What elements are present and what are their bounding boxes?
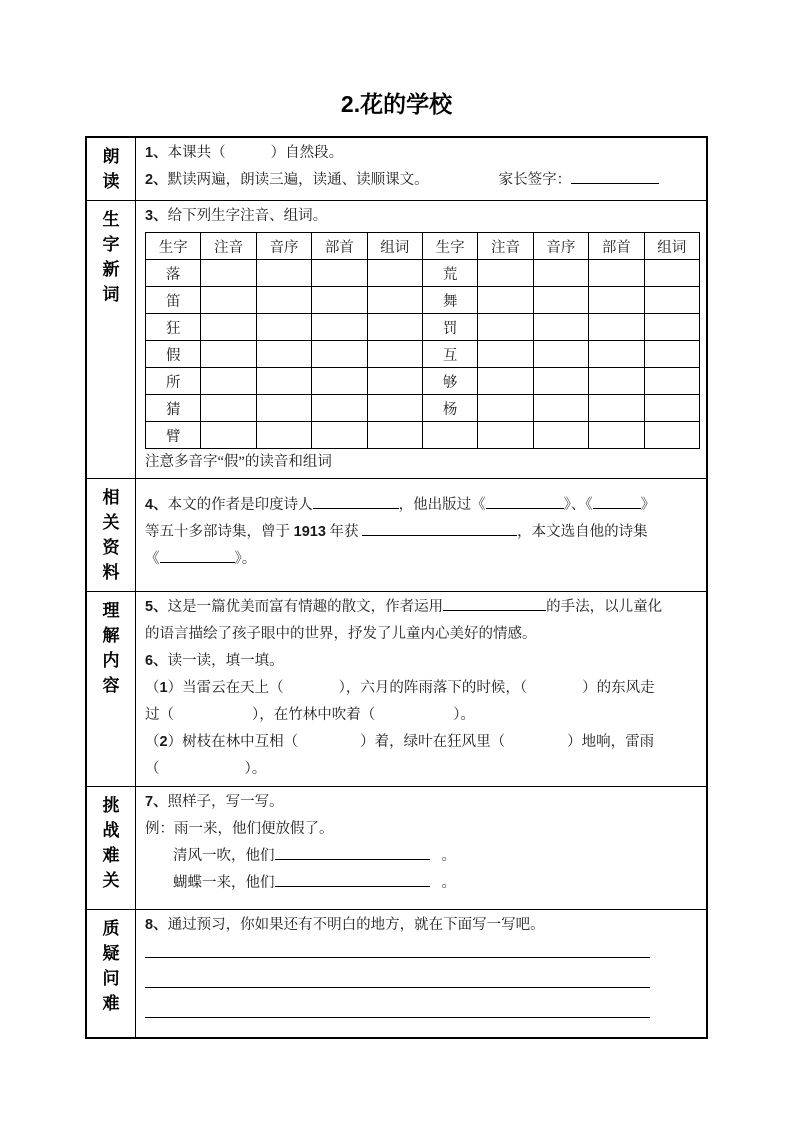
grid-empty-cell <box>201 422 256 449</box>
text-line <box>145 140 700 167</box>
text-segment: 通过预习，你如果还有不明白的地方，就在下面写一写吧。 <box>167 917 545 933</box>
text-line <box>145 167 700 194</box>
number-text: 1913 <box>293 524 326 540</box>
label-char: 难 <box>102 846 120 865</box>
fill-in-blank <box>593 493 641 509</box>
section-content-new-words <box>136 201 708 479</box>
text-segment: 本课共（ <box>167 145 226 161</box>
section-row-comprehension <box>86 592 707 787</box>
text-segment: ）树枝在林中互相（ <box>167 734 299 750</box>
text-segment: 清风一吹，他们 <box>173 848 275 864</box>
text-segment: （ <box>145 761 160 777</box>
text-segment: 这是一篇优美而富有情趣的散文，作者运用 <box>167 599 444 615</box>
section-label-comprehension <box>86 592 136 787</box>
fill-in-blank <box>571 168 659 184</box>
text-segment: 的手法，以儿童化 <box>546 599 663 615</box>
grid-row <box>146 260 700 287</box>
answer-space <box>174 718 252 719</box>
text-segment: 读一读，填一填。 <box>167 653 284 669</box>
label-char: 新 <box>102 260 120 279</box>
grid-header-cell: 生字 <box>422 233 477 260</box>
section-row-questions <box>86 910 707 1039</box>
fill-in-blank <box>160 547 235 563</box>
answer-space <box>284 691 339 692</box>
section-content-questions <box>136 910 708 1039</box>
text-line <box>145 843 700 870</box>
text-segment: ），在竹林中吹着（ <box>252 707 376 723</box>
grid-row <box>146 341 700 368</box>
text-line <box>145 816 700 843</box>
grid-empty-cell <box>533 341 588 368</box>
fill-in-blank <box>486 493 564 509</box>
grid-row <box>146 422 700 449</box>
text-segment: ，他出版过《 <box>398 497 486 513</box>
label-char: 朗 <box>102 147 120 166</box>
text-segment: 》。 <box>234 551 257 567</box>
text-block <box>145 140 700 194</box>
page-title: 2.花的学校 <box>340 91 453 117</box>
grid-empty-cell <box>478 341 533 368</box>
grid-empty-cell <box>589 314 644 341</box>
section-content-comprehension <box>136 592 708 787</box>
label-char: 质 <box>102 919 120 938</box>
grid-empty-cell <box>478 395 533 422</box>
grid-row <box>146 314 700 341</box>
character-grid <box>145 232 700 449</box>
grid-empty-cell <box>478 260 533 287</box>
section-label-new-words <box>86 201 136 479</box>
grid-empty-cell <box>201 287 256 314</box>
grid-row <box>146 368 700 395</box>
label-char: 生 <box>102 210 120 229</box>
number-text: 6、 <box>145 653 168 669</box>
text-segment: 。 <box>441 848 456 864</box>
worksheet-table <box>85 136 708 1039</box>
text-line <box>145 912 700 939</box>
section-label-challenge <box>86 787 136 910</box>
text-block <box>145 912 700 939</box>
grid-empty-cell <box>589 341 644 368</box>
grid-empty-cell <box>478 422 533 449</box>
label-char: 容 <box>102 676 120 695</box>
grid-char-cell: 罚 <box>422 314 477 341</box>
fill-in-blank <box>275 871 430 887</box>
label-char: 相 <box>102 488 120 507</box>
grid-header-cell: 组词 <box>367 233 422 260</box>
text-segment: ）地响，雷雨 <box>567 734 655 750</box>
label-char: 内 <box>102 651 120 670</box>
grid-header-cell: 音序 <box>533 233 588 260</box>
grid-empty-cell <box>367 422 422 449</box>
text-segment: 本文的作者是印度诗人 <box>167 497 313 513</box>
text-line <box>145 756 700 783</box>
number-text: 2 <box>159 734 168 750</box>
text-block <box>145 789 700 897</box>
grid-empty-cell <box>589 287 644 314</box>
grid-char-cell: 互 <box>422 341 477 368</box>
grid-empty-cell <box>256 422 311 449</box>
text-line <box>145 939 700 969</box>
fill-in-blank <box>145 972 650 988</box>
grid-char-cell: 落 <box>146 260 201 287</box>
label-char: 字 <box>102 235 120 254</box>
text-line <box>145 546 700 573</box>
grid-empty-cell <box>589 395 644 422</box>
grid-header-cell: 注音 <box>478 233 533 260</box>
grid-empty-cell <box>367 260 422 287</box>
text-segment: 蝴蝶一来，他们 <box>173 875 275 891</box>
text-line <box>145 648 700 675</box>
grid-empty-cell <box>201 368 256 395</box>
grid-header-cell: 组词 <box>644 233 699 260</box>
label-char: 关 <box>102 513 120 532</box>
label-char: 词 <box>102 285 120 304</box>
grid-empty-cell <box>256 395 311 422</box>
grid-char-cell: 臂 <box>146 422 201 449</box>
label-char: 难 <box>102 994 120 1013</box>
text-segment: 《 <box>145 551 160 567</box>
grid-header-cell: 部首 <box>589 233 644 260</box>
grid-empty-cell <box>312 368 367 395</box>
grid-char-cell: 杨 <box>422 395 477 422</box>
text-line <box>145 203 700 230</box>
number-text: 4、 <box>145 497 168 513</box>
text-segment: 默读两遍，朗读三遍，读通、读顺课文。 <box>167 172 429 188</box>
section-row-new-words <box>86 201 707 479</box>
fill-in-blank <box>275 844 430 860</box>
text-segment: （ <box>145 734 160 750</box>
label-char: 关 <box>102 871 120 890</box>
answer-space <box>145 859 173 860</box>
grid-empty-cell <box>367 287 422 314</box>
answer-space <box>298 745 360 746</box>
answer-space <box>160 772 245 773</box>
text-segment: （ <box>145 680 160 696</box>
grid-char-cell: 荒 <box>422 260 477 287</box>
fill-in-blank <box>443 595 546 611</box>
section-content-reference <box>136 479 708 592</box>
grid-empty-cell <box>256 341 311 368</box>
grid-empty-cell <box>367 368 422 395</box>
text-line <box>145 675 700 702</box>
grid-char-cell: 够 <box>422 368 477 395</box>
text-line <box>145 999 700 1029</box>
text-segment: ）当雷云在天上（ <box>167 680 284 696</box>
section-content-read-aloud <box>136 137 708 201</box>
text-segment: 例：雨一来，他们便放假了。 <box>145 821 334 837</box>
grid-empty-cell <box>644 287 699 314</box>
text-segment: 。 <box>441 875 456 891</box>
grid-empty-cell <box>533 422 588 449</box>
text-line <box>145 702 700 729</box>
fill-in-blank <box>145 942 650 958</box>
text-line <box>145 519 700 546</box>
label-char: 挑 <box>102 796 120 815</box>
number-text: 1 <box>159 680 168 696</box>
text-segment: 的语言描绘了孩子眼中的世界，抒发了儿童内心美好的情感。 <box>145 626 537 642</box>
fill-in-blank <box>145 1002 650 1018</box>
text-block <box>145 450 700 475</box>
grid-empty-cell <box>367 395 422 422</box>
grid-header-row <box>146 233 700 260</box>
grid-empty-cell <box>422 422 477 449</box>
grid-empty-cell <box>367 314 422 341</box>
text-segment: ）着，绿叶在狂风里（ <box>360 734 506 750</box>
grid-row <box>146 287 700 314</box>
text-line <box>145 450 700 475</box>
grid-empty-cell <box>533 368 588 395</box>
section-row-reference <box>86 479 707 592</box>
grid-empty-cell <box>256 287 311 314</box>
text-segment: ）。 <box>244 761 267 777</box>
number-text: 1、 <box>145 145 168 161</box>
grid-empty-cell <box>201 341 256 368</box>
text-segment: 给下列生字注音、组词。 <box>167 208 328 224</box>
text-segment: ），六月的阵雨落下的时候，（ <box>338 680 528 696</box>
grid-char-cell: 笛 <box>146 287 201 314</box>
text-block <box>145 492 700 573</box>
text-segment: ）自然段。 <box>270 145 344 161</box>
text-segment: 》、《 <box>563 497 593 513</box>
grid-char-cell: 所 <box>146 368 201 395</box>
answer-space <box>527 691 582 692</box>
text-line <box>145 729 700 756</box>
grid-empty-cell <box>312 287 367 314</box>
text-segment: 照样子，写一写。 <box>167 794 284 810</box>
grid-empty-cell <box>644 314 699 341</box>
grid-empty-cell <box>312 314 367 341</box>
text-line <box>145 870 700 897</box>
number-text: 2、 <box>145 172 168 188</box>
grid-empty-cell <box>256 368 311 395</box>
text-segment: 注意多音字“假”的读音和组词 <box>145 454 332 470</box>
grid-char-cell: 狂 <box>146 314 201 341</box>
fill-in-blank <box>313 493 399 509</box>
text-block <box>145 203 700 230</box>
grid-empty-cell <box>256 260 311 287</box>
grid-empty-cell <box>256 314 311 341</box>
number-text: 3、 <box>145 208 168 224</box>
fill-in-blank <box>362 520 517 536</box>
text-segment: 过（ <box>145 707 174 723</box>
worksheet-body <box>86 137 707 1038</box>
text-segment: 等五十多部诗集，曾于 <box>145 524 294 540</box>
grid-empty-cell <box>312 341 367 368</box>
text-block <box>145 939 700 1029</box>
number-text: 5、 <box>145 599 168 615</box>
text-line <box>145 969 700 999</box>
answer-space <box>505 745 567 746</box>
grid-char-cell: 猜 <box>146 395 201 422</box>
label-char: 料 <box>102 563 120 582</box>
number-text: 8、 <box>145 917 168 933</box>
section-row-challenge <box>86 787 707 910</box>
section-label-read-aloud <box>86 137 136 201</box>
label-char: 疑 <box>102 944 120 963</box>
label-char: 资 <box>102 538 120 557</box>
grid-empty-cell <box>312 260 367 287</box>
grid-header-cell: 注音 <box>201 233 256 260</box>
grid-empty-cell <box>644 422 699 449</box>
text-segment: ，本文选自他的诗集 <box>517 524 648 540</box>
answer-space <box>429 183 499 184</box>
grid-empty-cell <box>312 422 367 449</box>
label-char: 战 <box>102 821 120 840</box>
text-line <box>145 621 700 648</box>
grid-empty-cell <box>589 422 644 449</box>
grid-header-cell: 部首 <box>312 233 367 260</box>
text-segment: 》 <box>640 497 656 513</box>
answer-space <box>430 859 442 860</box>
grid-empty-cell <box>478 368 533 395</box>
answer-space <box>430 886 442 887</box>
text-segment: ）的东风走 <box>582 680 655 696</box>
section-content-challenge <box>136 787 708 910</box>
label-char: 解 <box>102 626 120 645</box>
grid-empty-cell <box>478 287 533 314</box>
grid-char-cell: 假 <box>146 341 201 368</box>
grid-empty-cell <box>201 314 256 341</box>
text-segment: ）。 <box>453 707 475 723</box>
text-line <box>145 594 700 621</box>
grid-empty-cell <box>644 341 699 368</box>
grid-empty-cell <box>533 314 588 341</box>
grid-char-cell: 舞 <box>422 287 477 314</box>
answer-space <box>145 886 173 887</box>
text-line <box>145 492 700 519</box>
label-char: 问 <box>102 969 120 988</box>
grid-empty-cell <box>589 260 644 287</box>
grid-row <box>146 395 700 422</box>
grid-empty-cell <box>367 341 422 368</box>
grid-empty-cell <box>478 314 533 341</box>
section-row-read-aloud <box>86 137 707 201</box>
grid-empty-cell <box>201 395 256 422</box>
grid-empty-cell <box>644 368 699 395</box>
grid-empty-cell <box>644 395 699 422</box>
text-segment: 年获 <box>325 524 363 540</box>
grid-header-cell: 音序 <box>256 233 311 260</box>
number-text: 7、 <box>145 794 168 810</box>
grid-empty-cell <box>201 260 256 287</box>
section-label-questions <box>86 910 136 1039</box>
grid-empty-cell <box>533 260 588 287</box>
grid-empty-cell <box>589 368 644 395</box>
text-segment: 家长签字： <box>498 172 572 188</box>
grid-header-cell: 生字 <box>146 233 201 260</box>
grid-empty-cell <box>644 260 699 287</box>
grid-empty-cell <box>533 287 588 314</box>
text-line <box>145 789 700 816</box>
label-char: 读 <box>102 172 120 191</box>
text-block <box>145 594 700 783</box>
grid-empty-cell <box>312 395 367 422</box>
answer-space <box>226 156 271 157</box>
answer-space <box>375 718 453 719</box>
section-label-reference <box>86 479 136 592</box>
label-char: 理 <box>102 601 120 620</box>
grid-empty-cell <box>533 395 588 422</box>
